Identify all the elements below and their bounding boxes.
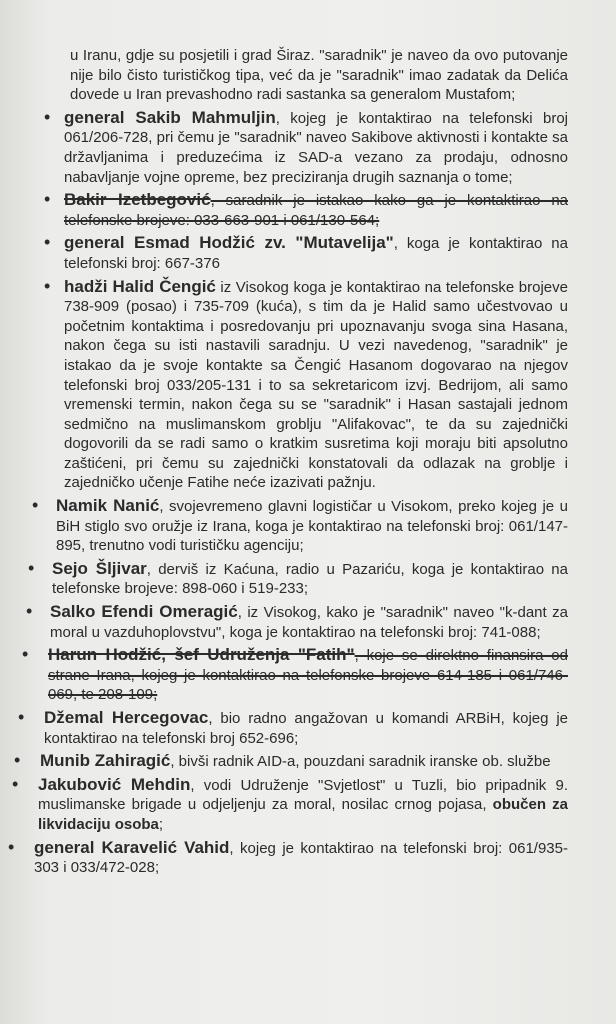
bullet-icon: • [28,557,35,578]
list-item-omeragic [26,601,568,642]
item-text: , svojevremeno glavni logističar u Visokom, preko kojeg je u BiH stiglo svo oružje iz Irana, koga je kontaktirao na telefonski broj: 061/147-895, trenutno vodi turističku agenciju; [56,498,568,555]
list-item-karavelic [8,836,568,878]
item-name: Bakir Izetbegović [64,190,211,210]
item-name: general Karavelić Vahid [34,837,230,857]
item-name: Salko Efendi Omeragić [50,602,238,622]
list-item-hodzic-esmad [44,232,568,273]
item-name: Sejo Šljivar [52,558,147,578]
bullet-icon: • [18,707,25,727]
bullet-icon: • [32,495,39,516]
list-item-zahiragic [14,750,568,772]
bullet-icon: • [8,836,15,857]
document-body [0,46,616,878]
item-text: , derviš iz Kaćuna, radio u Pazariću, koga je kontaktirao na telefonske brojeve: 898-060 i 519-233; [52,560,568,598]
item-name: Munib Zahiragić [40,751,171,771]
item-text: , bivši radnik AID-a, pouzdani saradnik iranske ob. službe [170,753,551,771]
intro-paragraph: u Iranu, gdje su posjetili i grad Širaz. "saradnik" je naveo da ovo putovanje nije bilo čisto turističkog tipa, već da je "saradnik" imao zadatak da Delića dovede u Iran prevashodno radi sastanka sa generalom Mustafom; [70,47,568,104]
list-item-hercegovac [18,707,568,748]
list-item-sljivar [28,557,568,599]
bullet-icon: • [14,750,21,771]
bullet-icon: • [12,773,19,794]
item-name: Džemal Hercegovac [44,708,209,727]
item-name: hadži Halid Čengić [64,276,216,296]
struck-text [48,647,568,703]
item-text: , vodi Udruženje "Svjetlost" u Tuzli, bio pripadnik 9. muslimanske brigade u odjeljenju za moral, nosilac crnog pojasa, [38,776,568,814]
list-item-mahmuljin [44,106,569,187]
list-item-jakubovic [12,773,568,835]
item-text: , kojeg je kontaktirao na telefonski broj: 061/935-303 i 033/472-028; [34,839,568,877]
list-item-cengic [44,275,568,494]
item-text: , saradnik je istakao kako ga je kontaktirao na telefonske brojeve: 033-663-901 i 061/130-564; [64,192,569,229]
list-item-nanic [32,495,568,556]
bullet-icon: • [44,106,51,127]
item-text: , koje se direktno finansira od strane Irana, kojeg je kontaktirao na telefonske brojeve 614-185 i 061/746-069, te 208-109; [48,647,568,704]
item-text: , iz Visokog, kako je "saradnik" naveo "k-dant za moral u vazduhoplovstvu", koga je kontaktirao na telefonski broj: 741-088; [50,604,568,641]
item-name: Namik Nanić [56,496,160,516]
list-item-izetbegovic [44,189,569,230]
item-text: , kojeg je kontaktirao na telefonski broj 061/206-728, pri čemu je "saradnik" naveo Sakibove aktivnosti i kontakte sa državljanima i preduzećima iz SAD-a vezano za prodaju, odnosno nabavljanje vojne opreme, bez preciziranja drugih saznanja o tome; [64,109,569,186]
item-name: Harun Hodžić, šef Udruženja "Fatih" [48,645,355,665]
struck-text [64,192,568,229]
list-item-hodzic-harun [22,644,568,705]
item-text-end: ; [158,815,164,833]
bullet-icon: • [44,275,51,296]
bullet-icon: • [22,644,29,665]
item-name: general Esmad Hodžić zv. "Mutavelija" [64,233,394,253]
bullet-icon: • [44,232,51,253]
item-text: , bio radno angažovan u komandi ARBiH, kojeg je kontaktirao na telefonski broj 652-696; [44,710,568,747]
item-name: Jakubović Mehdin [38,774,191,794]
item-name: general Sakib Mahmuljin [64,107,276,127]
item-text: , koga je kontaktirao na telefonski broj: 667-376 [64,235,568,272]
item-text: iz Visokog koga je kontaktirao na telefonske brojeve 738-909 (posao) i 735-709 (kuća), s tim da je Halid samo učestvovao u početnim kontaktima i posredovanju pri upoznavanju svoga sina Hasana, nakon čega su isti nastavili saradnju. U vezi navedenog, "saradnik" je istakao da je svoje kontakte sa Čengić Hasanom dogovarao na njegov telefonski broj 033/205-131 i to sa sekretaricom izvj. Bedrijom, ali samo vremenski termin, nakon čega su se "saradnik" i Hasan sastajali jednom sedmično na muslimanskom groblju "Alifakovac", te da su zajednički dogovorili da se radi samo o kratkim susretima koji moraju biti apsolutno zaštićeni, pri čemu su zajednički konstatovali da odlazak na groblje i zajedničko učenje Fatihe neće izazivati pažnju. [64,278,568,492]
item-bold-phrase: obučen za likvidaciju osoba [38,796,568,833]
bullet-icon: • [26,601,33,622]
bullet-icon: • [44,189,51,210]
